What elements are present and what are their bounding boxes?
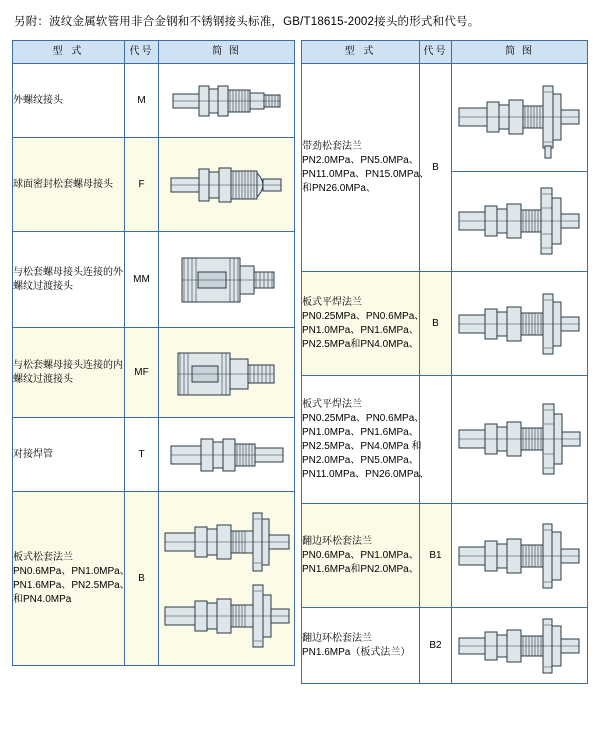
row-type-line: PN0.25MPa、PN0.6MPa、: [302, 310, 425, 322]
row-type-line: PN1.6MPa、PN2.5MPa、: [13, 579, 130, 591]
row-figure: [159, 232, 295, 328]
row-type: 对接焊管: [13, 418, 125, 492]
tables-container: [12, 40, 588, 684]
header-code: 代号: [420, 41, 452, 64]
row-figure: [452, 376, 588, 504]
row-type: [302, 504, 420, 608]
row-type-line: PN2.0MPa、PN5.0MPa、: [302, 154, 419, 166]
left-spec-table: [12, 40, 295, 666]
page-title: 另附：波纹金属软管用非合金钢和不锈钢接头标准，GB/T18615-2002接头的形式和代号。: [14, 16, 480, 28]
table-row: [302, 608, 588, 684]
right-spec-table: [301, 40, 588, 684]
row-type-line: PN1.0MPa、PN1.6MPa、: [302, 426, 419, 438]
row-type-line: 和PN4.0MPa: [13, 593, 72, 605]
table-row: [13, 328, 295, 418]
row-type: [302, 272, 425, 376]
lap-joint-flange-figure-2: [452, 613, 587, 679]
header-type: 型 式: [13, 41, 125, 64]
row-type-line: PN11.0MPa、PN15.0MPa、: [302, 168, 430, 180]
table-header-row: [13, 41, 295, 64]
table-row: [13, 138, 295, 232]
table-row: [302, 64, 588, 172]
table-row: [302, 272, 588, 376]
row-code: [420, 376, 452, 504]
table-row: [13, 232, 295, 328]
ribbed-loose-flange-figure-a: [452, 72, 587, 164]
row-code: M: [125, 64, 159, 138]
row-type: 与松套螺母接头连接的内螺纹过渡接头: [13, 328, 125, 418]
joint-male-adapter-figure: [159, 248, 294, 312]
row-code: T: [125, 418, 159, 492]
row-type-line: PN1.6MPa和PN2.0MPa、: [302, 563, 419, 575]
row-type-line: 板式平焊法兰: [302, 296, 362, 308]
header-figure: 简 图: [452, 41, 588, 64]
table-row: [13, 418, 295, 492]
row-type-line: PN11.0MPa、PN26.0MPa、: [302, 468, 430, 480]
plate-flat-weld-flange-figure-2: [452, 392, 587, 488]
row-type-line: 板式松套法兰: [13, 551, 73, 563]
row-type: 与松套螺母接头连接的外螺纹过渡接头: [13, 232, 125, 328]
row-code: B1: [420, 504, 452, 608]
table-row: [302, 504, 588, 608]
row-type: [302, 64, 430, 272]
row-type-line: 和PN26.0MPa、: [302, 182, 376, 194]
table-row: [13, 64, 295, 138]
joint-female-adapter-figure: [159, 343, 294, 403]
lap-joint-flange-figure: [452, 514, 587, 598]
row-figure: [159, 492, 295, 666]
row-figure: [159, 64, 295, 138]
row-type-line: PN0.25MPa、PN0.6MPa、: [302, 412, 425, 424]
row-type: 球面密封松套螺母接头: [13, 138, 125, 232]
row-type-line: PN2.5MPa、PN4.0MPa 和: [302, 440, 422, 452]
row-code: B2: [420, 608, 452, 684]
row-figure: [452, 64, 588, 172]
ribbed-loose-flange-figure-b: [452, 178, 587, 266]
row-figure: [452, 172, 588, 272]
row-type: [302, 608, 420, 684]
row-type: [302, 376, 430, 504]
row-figure: [159, 418, 295, 492]
row-figure: [159, 328, 295, 418]
row-type-line: 带劲松套法兰: [302, 140, 362, 152]
row-type-line: PN1.0MPa、PN1.6MPa、: [302, 324, 419, 336]
table-header-row: [302, 41, 588, 64]
row-figure: [159, 138, 295, 232]
row-type-line: 板式平焊法兰: [302, 398, 362, 410]
row-code: B: [420, 272, 452, 376]
row-code: B: [420, 64, 452, 272]
row-type: [13, 492, 130, 666]
row-figure: [452, 608, 588, 684]
butt-weld-pipe-figure: [159, 430, 294, 480]
row-figure: [452, 504, 588, 608]
row-code: MM: [125, 232, 159, 328]
table-row: [302, 376, 588, 504]
plate-loose-flange-figure: [159, 505, 294, 653]
row-type-line: PN1.6MPa（板式法兰）: [302, 646, 411, 658]
header-figure: 简 图: [159, 41, 295, 64]
header-type: 型 式: [302, 41, 420, 64]
row-type-line: PN0.6MPa、PN1.0MPa、: [13, 565, 130, 577]
row-code: MF: [125, 328, 159, 418]
row-type-line: PN2.5MPa和PN4.0MPa、: [302, 338, 419, 350]
header-code: 代号: [125, 41, 159, 64]
plate-flat-weld-flange-figure: [452, 282, 587, 366]
joint-spherical-nut-figure: [159, 155, 294, 215]
row-code: B: [125, 492, 159, 666]
row-type: 外螺纹接头: [13, 64, 125, 138]
row-type-line: 翻边环松套法兰: [302, 632, 372, 644]
joint-male-thread-figure: [159, 73, 294, 129]
row-type-line: PN2.0MPa、PN5.0MPa、: [302, 454, 419, 466]
table-row: [13, 492, 295, 666]
row-figure: [452, 272, 588, 376]
row-type-line: PN0.6MPa、PN1.0MPa、: [302, 549, 419, 561]
row-code: F: [125, 138, 159, 232]
row-type-line: 翻边环松套法兰: [302, 535, 372, 547]
